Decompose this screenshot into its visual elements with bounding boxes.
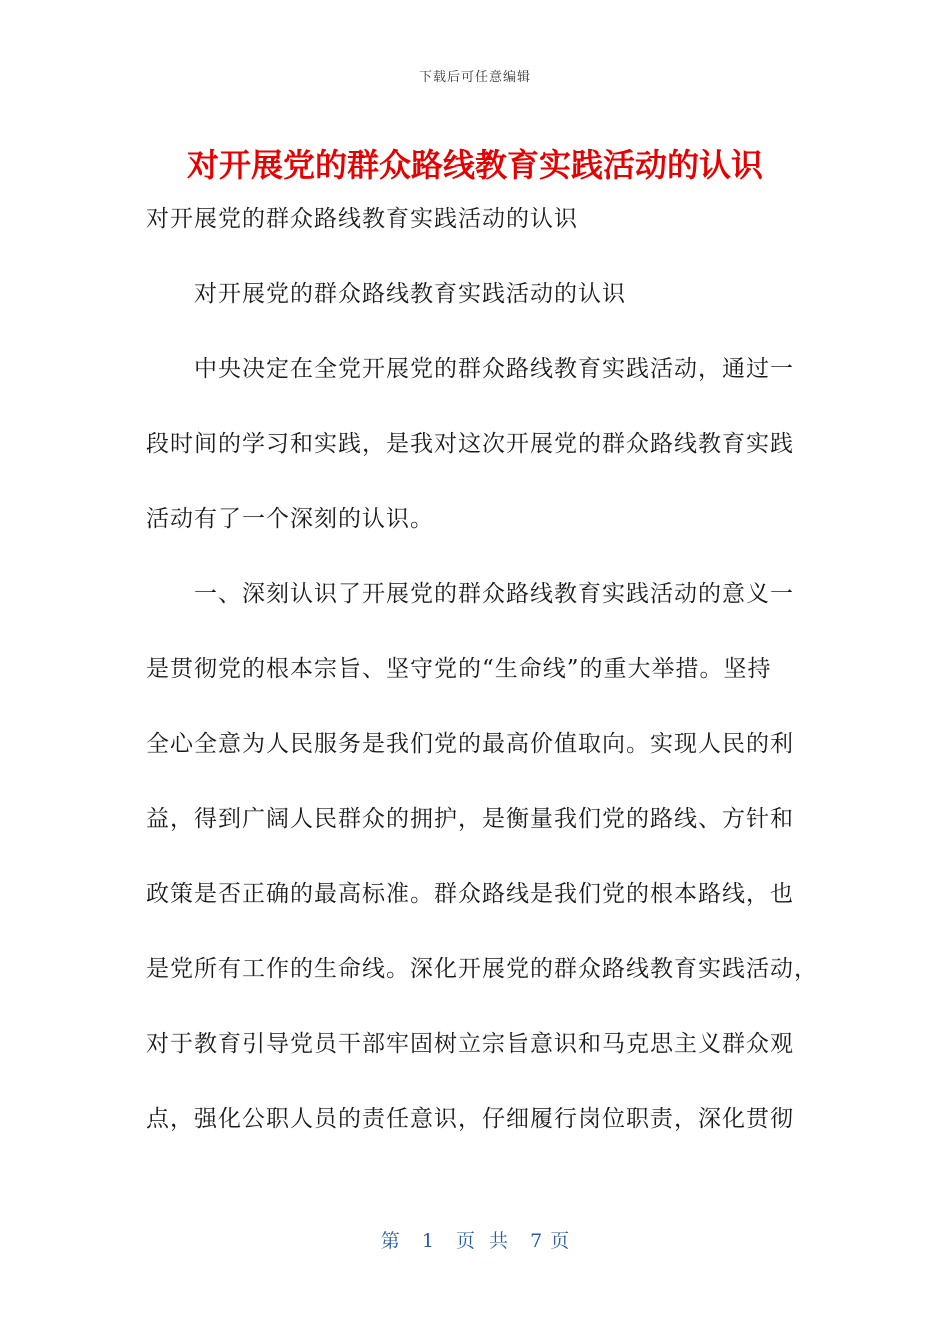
- body-line: 一、深刻认识了开展党的群众路线教育实践活动的意义一: [146, 581, 794, 607]
- total-pages: 7: [530, 1230, 543, 1252]
- header-note: 下载后可任意编辑: [418, 70, 531, 85]
- body-line: 是党所有工作的生命线。深化开展党的群众路线教育实践活动，: [146, 956, 818, 982]
- body-line: 对开展党的群众路线教育实践活动的认识: [146, 206, 578, 232]
- document-title: 对开展党的群众路线教育实践活动的认识: [186, 146, 763, 184]
- page-footer: [0, 1226, 950, 1253]
- body-line: 益，得到广阔人民群众的拥护，是衡量我们党的路线、方针和: [146, 806, 794, 832]
- page-number: 1: [421, 1230, 434, 1252]
- body-line: 中央决定在全党开展党的群众路线教育实践活动，通过一: [146, 356, 794, 382]
- body-line: 政策是否正确的最高标准。群众路线是我们党的根本路线，也: [146, 881, 794, 907]
- body-line: 是贯彻党的根本宗旨、坚守党的“生命线”的重大举措。坚持: [146, 656, 772, 682]
- body-line: 对开展党的群众路线教育实践活动的认识: [146, 281, 626, 307]
- body-line: 对于教育引导党员干部牢固树立宗旨意识和马克思主义群众观: [146, 1031, 794, 1057]
- body-line: 点，强化公职人员的责任意识，仔细履行岗位职责，深化贯彻: [146, 1106, 794, 1132]
- body-line: 段时间的学习和实践，是我对这次开展党的群众路线教育实践: [146, 431, 794, 457]
- page-label-suffix: 页: [550, 1230, 570, 1252]
- page-label-mid: 页 共: [456, 1230, 509, 1252]
- page-label-prefix: 第: [380, 1230, 400, 1252]
- body-line: 活动有了一个深刻的认识。: [146, 506, 434, 532]
- body-line: 全心全意为人民服务是我们党的最高价值取向。实现人民的利: [146, 731, 794, 757]
- document-body: [146, 182, 818, 1157]
